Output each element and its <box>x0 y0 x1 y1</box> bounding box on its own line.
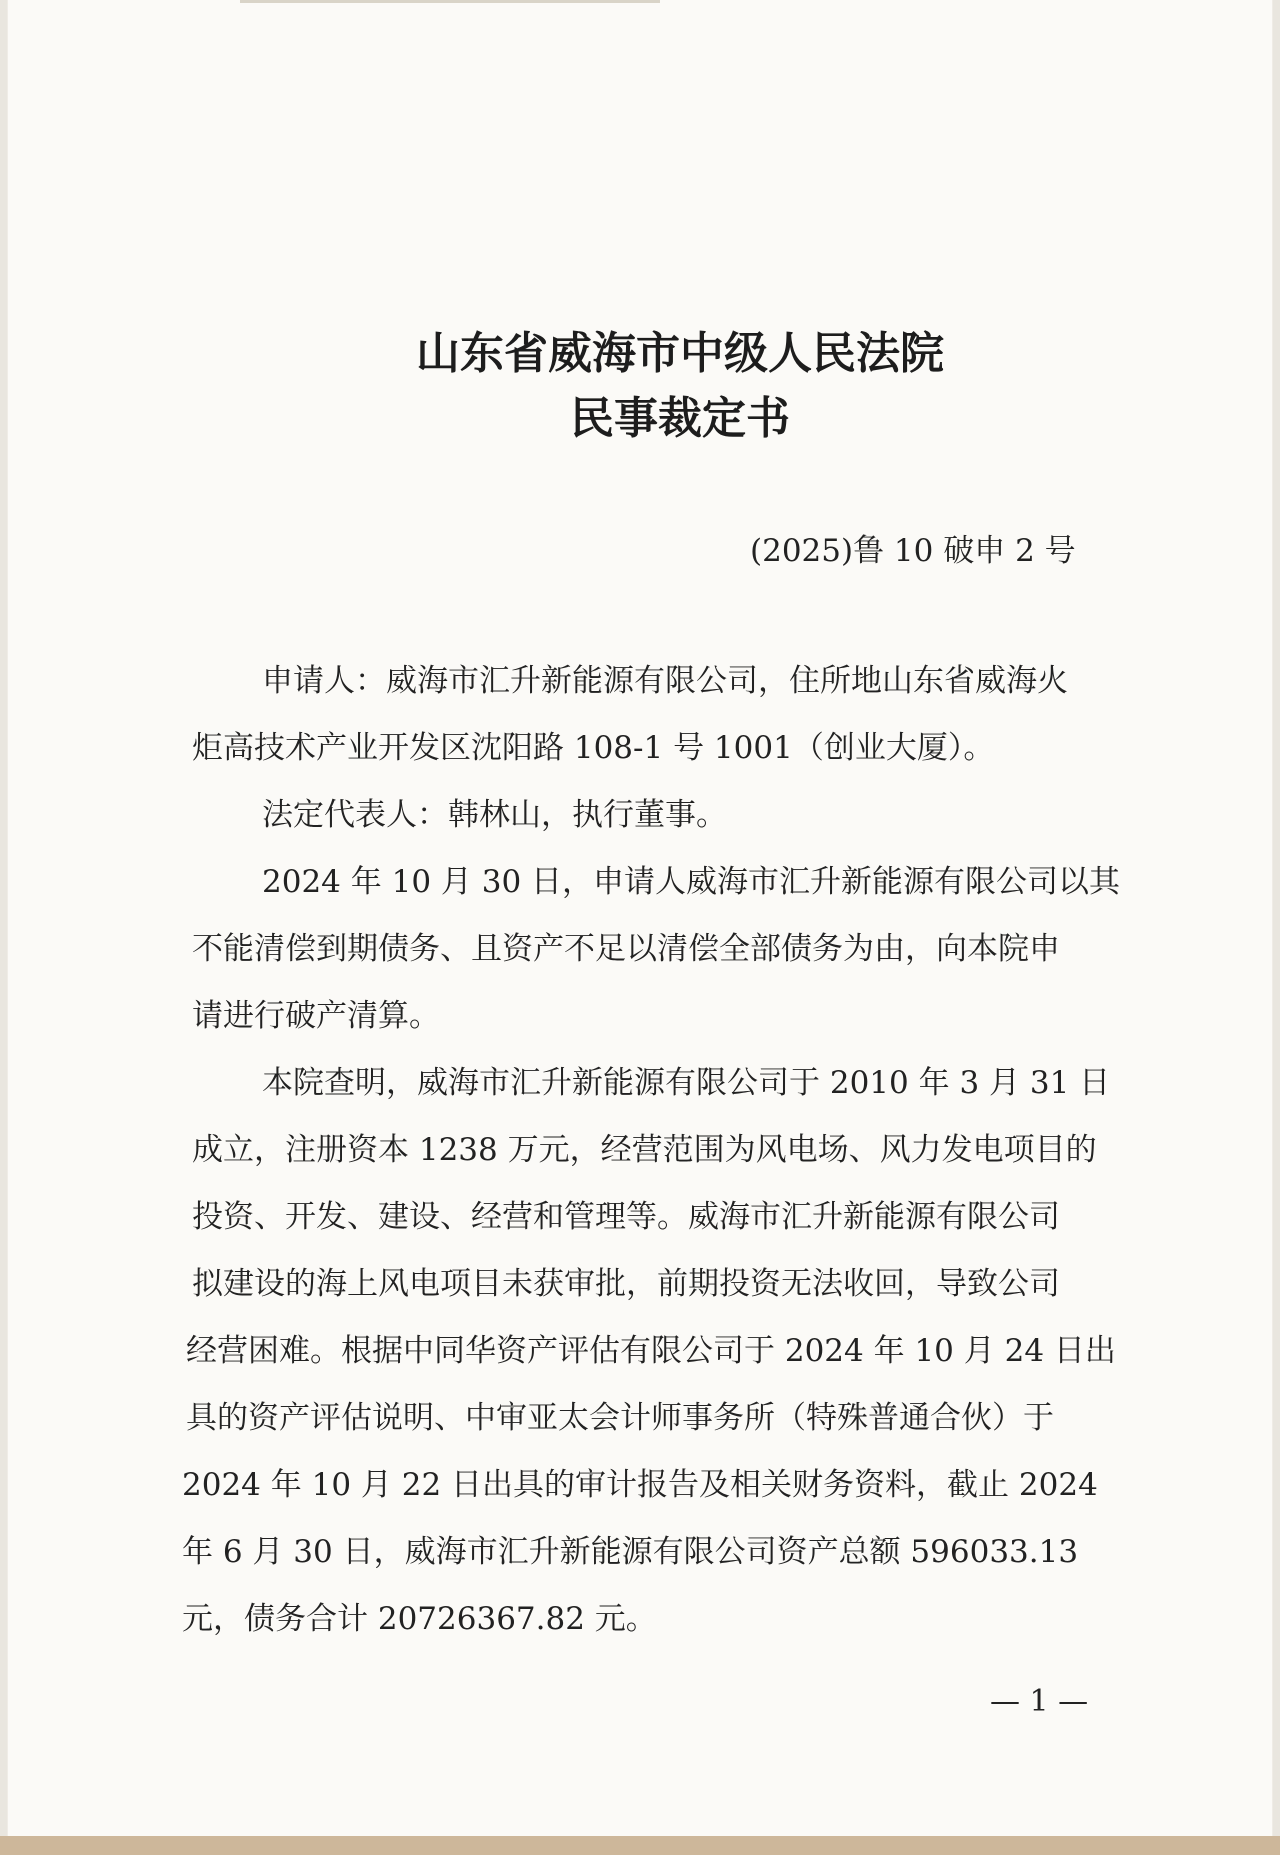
body-line: 具的资产评估说明、中审亚太会计师事务所（特殊普通合伙）于 <box>186 1400 1054 1436</box>
body-line: 年 6 月 30 日，威海市汇升新能源有限公司资产总额 596033.13 <box>182 1534 1079 1570</box>
body-line: 成立，注册资本 1238 万元，经营范围为风电场、风力发电项目的 <box>192 1132 1097 1168</box>
body-line: 拟建设的海上风电项目未获审批，前期投资无法收回，导致公司 <box>192 1266 1060 1302</box>
body-line: 炬高技术产业开发区沈阳路 108-1 号 1001（创业大厦）。 <box>192 730 995 766</box>
body-line: 法定代表人：韩林山，执行董事。 <box>262 797 727 833</box>
body-line: 2024 年 10 月 30 日，申请人威海市汇升新能源有限公司以其 <box>262 864 1121 900</box>
body-line: 投资、开发、建设、经营和管理等。威海市汇升新能源有限公司 <box>192 1199 1060 1235</box>
body-line: 不能清偿到期债务、且资产不足以清偿全部债务为由，向本院申 <box>192 931 1060 967</box>
body-line: 本院查明，威海市汇升新能源有限公司于 2010 年 3 月 31 日 <box>262 1065 1111 1101</box>
body-line: 经营困难。根据中同华资产评估有限公司于 2024 年 10 月 24 日出 <box>186 1333 1116 1369</box>
page-number: — 1 — <box>990 1684 1089 1719</box>
court-name-heading: 山东省威海市中级人民法院 <box>416 328 944 379</box>
body-line: 申请人：威海市汇升新能源有限公司，住所地山东省威海火 <box>262 663 1068 699</box>
body-line: 请进行破产清算。 <box>192 998 440 1034</box>
top-edge-shadow <box>240 0 660 3</box>
body-line: 元，债务合计 20726367.82 元。 <box>182 1601 657 1637</box>
case-number: (2025)鲁 10 破申 2 号 <box>750 533 1076 569</box>
table-surface-strip <box>0 1836 1280 1855</box>
body-line: 2024 年 10 月 22 日出具的审计报告及相关财务资料，截止 2024 <box>182 1467 1098 1503</box>
document-type-heading: 民事裁定书 <box>570 393 790 444</box>
